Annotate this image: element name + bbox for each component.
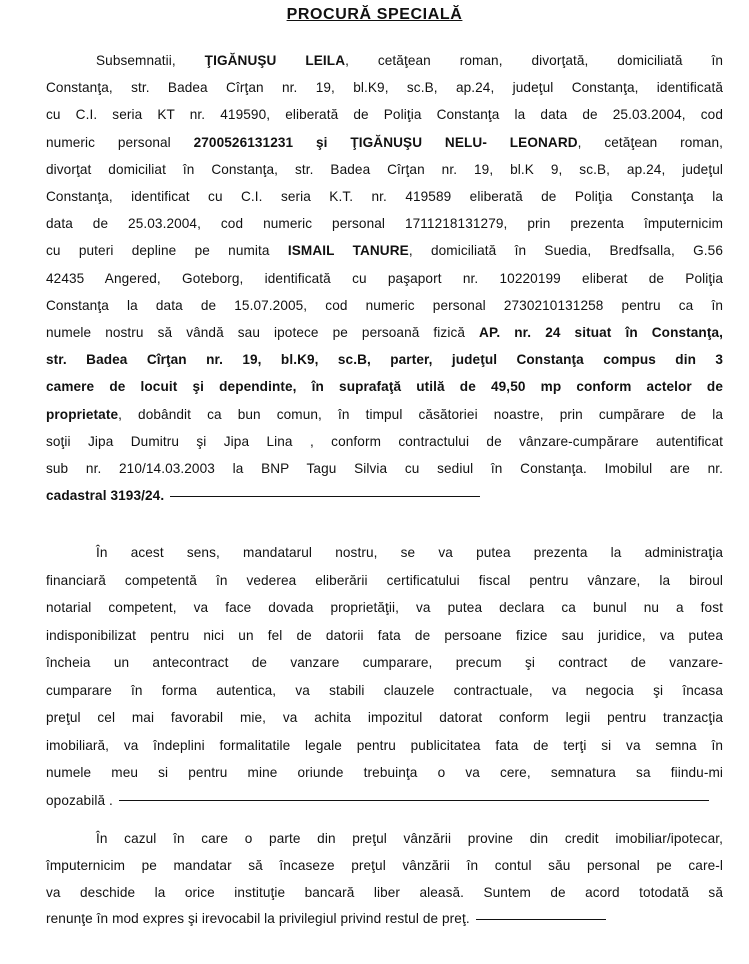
bold-text-run: proprietate: [46, 406, 119, 422]
text-run: împuternicim pe mandatar să încaseze preţul vânzării în contul său personal pe care-l: [46, 857, 723, 873]
text-run: , cetăţean roman, divorţată, domiciliată în: [345, 53, 723, 68]
paragraph2-line: [46, 764, 723, 781]
paragraph2-line: [46, 709, 723, 726]
paragraph1-line: [46, 79, 723, 96]
bold-text-run: camere de locuit şi dependinte, în suprafaţă utilă de 49,50 mp conform actelor de: [46, 379, 723, 395]
text-run: , dobândit ca bun comun, în timpul căsătoriei noastre, prin cumpărare de la: [118, 406, 723, 422]
paragraph3-line: [46, 884, 723, 901]
text-run: sub nr. 210/14.03.2003 la BNP Tagu Silvia cu sediul în Constanţa. Imobilul are nr.: [46, 461, 723, 476]
text-run: indisponibilizat pentru nici un fel de datorii fata de persoane fizice sau juridice, va putea: [46, 627, 723, 643]
paragraph1-line: [46, 460, 723, 477]
paragraph1-line: [46, 270, 723, 287]
text-run: Subsemnatii,: [96, 53, 205, 68]
text-run: preţul cel mai favorabil mie, va achita impozitul datorat conform legii pentru tranzacţia: [46, 710, 723, 725]
paragraph1-line: [46, 188, 723, 205]
paragraph3-line: [46, 910, 723, 927]
text-run: data de 25.03.2004, cod numeric personal 1711218131279, prin prezenta împuternicim: [46, 216, 723, 232]
filler-line: [119, 800, 709, 801]
filler-line: [170, 496, 480, 497]
bold-text-run: ŢIGĂNUŞU LEILA: [204, 53, 346, 68]
bold-text-run: ISMAIL TANURE: [287, 243, 409, 259]
text-run: cu C.I. seria KT nr. 419590, eliberată de Poliţia Constanţa la data de 25.03.2004, cod: [46, 107, 723, 123]
paragraph1-line: [46, 297, 723, 314]
paragraph2-line: [46, 737, 723, 754]
paragraph1-line: [46, 106, 723, 123]
text-run: încheia un antecontract de vanzare cumparare, precum şi contract de vanzare-: [46, 655, 723, 670]
text-run: , domiciliată în Suedia, Bredfsalla, G.56: [408, 243, 723, 259]
text-run: Constanţa, str. Badea Cîrţan nr. 19, bl.K9, sc.B, ap.24, judeţul Constanţa, identificată: [46, 80, 723, 96]
paragraph1-line: [46, 161, 723, 178]
text-run: renunţe în mod expres şi irevocabil la privilegiul privind restul de preţ.: [46, 911, 470, 927]
text-run: opozabilă .: [46, 792, 113, 808]
bold-text-run: AP. nr. 24 situat în Constanţa,: [479, 325, 723, 340]
paragraph2-line: [46, 572, 723, 589]
paragraph1-line: [46, 433, 723, 450]
text-run: soţii Jipa Dumitru şi Jipa Lina , conform contractului de vânzare-cumpărare autentificat: [46, 433, 723, 449]
document-title: PROCURĂ SPECIALĂ: [286, 6, 463, 23]
text-run: , cetăţean roman,: [577, 134, 724, 150]
text-run: notarial competent, va face dovada proprietăţii, va putea declara ca bunul nu a fost: [46, 600, 723, 615]
paragraph1-line: [46, 134, 723, 151]
text-run: În cazul în care o parte din preţul vânzării provine din credit imobiliar/ipotecar,: [96, 831, 723, 846]
paragraph2-line: [46, 599, 723, 616]
text-run: numele meu si pentru mine oriunde trebuinţa o va cere, semnatura sa fiindu-mi: [46, 765, 723, 780]
text-run: În acest sens, mandatarul nostru, se va putea prezenta la administraţia: [96, 545, 723, 560]
paragraph2-line: [46, 654, 723, 671]
text-run: Constanţa la data de 15.07.2005, cod numeric personal 2730210131258 pentru ca în: [46, 297, 723, 313]
paragraph3-line: [96, 830, 723, 847]
paragraph1-line: [46, 378, 723, 395]
text-run: financiară competentă în vederea eliberării certificatului fiscal pentru vânzare, la biroul: [46, 572, 723, 588]
paragraph2-line: [46, 627, 723, 644]
paragraph2-line: [46, 792, 723, 809]
text-run: divorţat domiciliat în Constanţa, str. Badea Cîrţan nr. 19, bl.K 9, sc.B, ap.24, judeţul: [46, 161, 723, 177]
text-run: imobiliară, va îndeplini formalitatile legale pentru publicitatea fata de terţi si va semna în: [46, 737, 723, 753]
filler-line: [476, 919, 606, 920]
paragraph1-line: [96, 52, 723, 69]
text-run: cumparare în forma autentica, va stabili clauzele contractuale, va negocia şi încasa: [46, 682, 723, 698]
bold-text-run: cadastral 3193/24.: [46, 488, 165, 504]
text-run: 42435 Angered, Goteborg, identificată cu paşaport nr. 10220199 eliberat de Poliţia: [46, 270, 723, 286]
paragraph1-line: [46, 351, 723, 368]
paragraph1-line: [46, 406, 723, 423]
text-run: Constanţa, identificat cu C.I. seria K.T. nr. 419589 eliberată de Poliţia Constanţa la: [46, 189, 723, 204]
text-run: cu puteri depline pe numita: [46, 243, 288, 259]
paragraph2-line: [96, 544, 723, 561]
bold-text-run: str. Badea Cîrţan nr. 19, bl.K9, sc.B, parter, judeţul Constanţa compus din 3: [46, 352, 723, 368]
paragraph2-line: [46, 682, 723, 699]
text-run: numeric personal: [46, 134, 194, 150]
paragraph1-line: [46, 487, 723, 504]
text-run: numele nostru să vândă sau ipotece pe persoană fizică: [46, 325, 480, 340]
paragraph1-line: [46, 242, 723, 259]
paragraph1-line: [46, 324, 723, 341]
paragraph3-line: [46, 857, 723, 874]
bold-text-run: 2700526131231 şi ŢIGĂNUŞU NELU- LEONARD: [193, 134, 578, 150]
text-run: va deschide la orice instituţie bancară liber aleasă. Suntem de acord totodată să: [46, 884, 723, 900]
paragraph1-line: [46, 215, 723, 232]
